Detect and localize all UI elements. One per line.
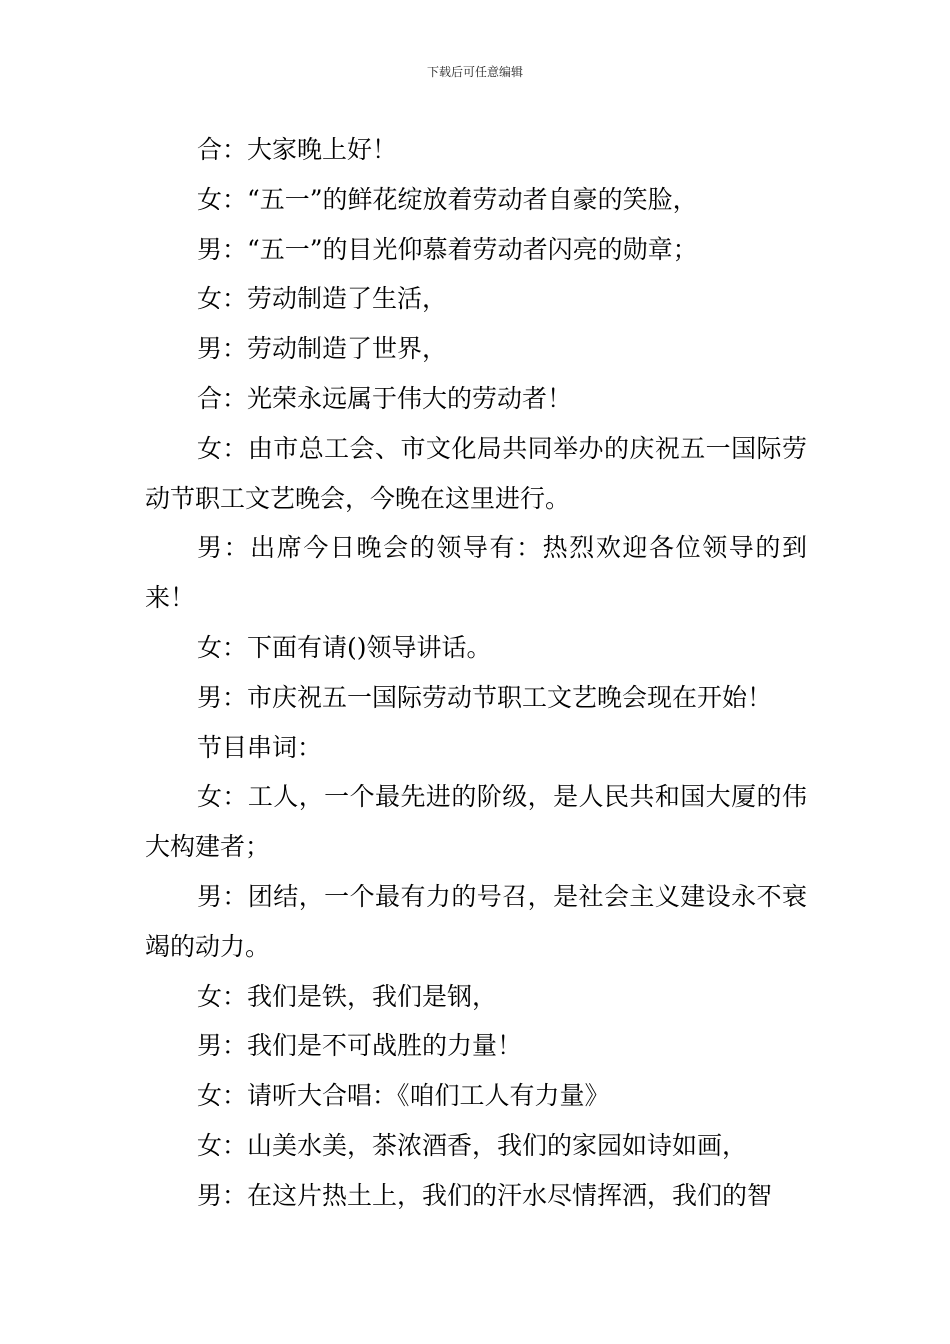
paragraph: 男：“五一”的目光仰慕着劳动者闪亮的勋章； xyxy=(197,234,698,264)
paragraph: 男：我们是不可战胜的力量！ xyxy=(197,1031,523,1061)
paragraph: 男：在这片热土上，我们的汗水尽情挥洒，我们的智 xyxy=(197,1180,773,1210)
paragraph: 女：由市总工会、市文化局共同举办的庆祝五一国际劳动节职工文艺晚会，今晚在这里进行。 xyxy=(145,433,807,513)
paragraph: 男：劳动制造了世界， xyxy=(197,334,448,364)
paragraph: 女：下面有请()领导讲话。 xyxy=(197,632,492,662)
page-header-note: 下载后可任意编辑 xyxy=(426,65,523,79)
paragraph: 女：工人，一个最先进的阶级，是人民共和国大厦的伟大构建者； xyxy=(145,782,807,862)
paragraph: 女：我们是铁，我们是钢， xyxy=(197,981,498,1011)
paragraph: 男：团结，一个最有力的号召，是社会主义建设永不衰竭的动力。 xyxy=(145,881,807,961)
paragraph: 女：山美水美，茶浓酒香，我们的家园如诗如画， xyxy=(197,1130,748,1160)
paragraph: 女：劳动制造了生活， xyxy=(197,284,448,314)
paragraph: 女：请听大合唱：《咱们工人有力量》 xyxy=(197,1081,610,1111)
paragraph: 女：“五一”的鲜花绽放着劳动者自豪的笑脸， xyxy=(197,184,698,214)
paragraph: 节目串词： xyxy=(197,732,323,762)
paragraph: 合：大家晚上好！ xyxy=(197,135,398,164)
paragraph: 男：市庆祝五一国际劳动节职工文艺晚会现在开始！ xyxy=(197,682,773,712)
paragraph: 合：光荣永远属于伟大的劳动者！ xyxy=(197,383,573,413)
document-body xyxy=(145,125,807,1221)
paragraph: 男：出席今日晚会的领导有：热烈欢迎各位领导的到来！ xyxy=(145,533,807,613)
